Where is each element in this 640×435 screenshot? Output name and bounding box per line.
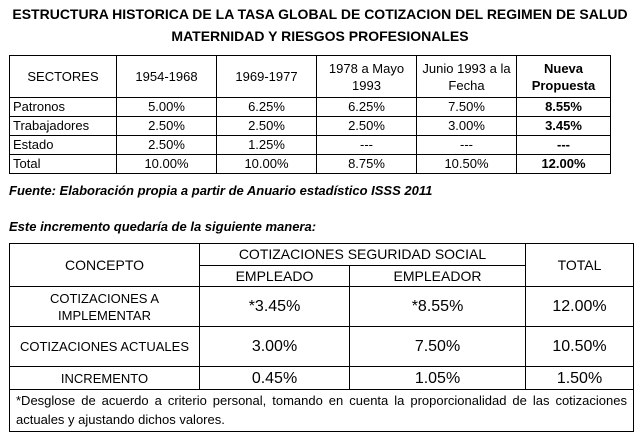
intro-text: Este incremento quedaría de la siguiente manera:	[9, 219, 317, 234]
cell: 2.50%	[217, 117, 317, 136]
cell: 3.00%	[200, 327, 350, 367]
cell-total: 12.00%	[526, 287, 634, 327]
row-label: Estado	[10, 136, 117, 155]
note-row	[10, 390, 634, 432]
table-row	[10, 136, 611, 155]
cell: 7.50%	[417, 98, 517, 117]
title-line-1: ESTRUCTURA HISTORICA DE LA TASA GLOBAL DE COTIZACION DEL REGIMEN DE SALUD	[12, 6, 628, 22]
row-label: COTIZACIONES ACTUALES	[10, 327, 200, 367]
cell-proposal: 8.55%	[517, 98, 611, 117]
table-header-row	[10, 56, 611, 98]
header-empleador: EMPLEADOR	[350, 266, 526, 287]
table-row	[10, 287, 634, 327]
cell: 8.75%	[317, 155, 417, 174]
header-1978-1993: 1978 a Mayo 1993	[317, 56, 417, 98]
row-label: Total	[10, 155, 117, 174]
cell-proposal: ---	[517, 136, 611, 155]
table-row	[10, 155, 611, 174]
row-label: INCREMENTO	[10, 367, 200, 390]
row-label: Trabajadores	[10, 117, 117, 136]
contribution-breakdown-table	[9, 243, 634, 432]
cell: 2.50%	[117, 136, 217, 155]
table-row	[10, 327, 634, 367]
header-empleado: EMPLEADO	[200, 266, 350, 287]
cell: 6.25%	[317, 98, 417, 117]
cell: ---	[417, 136, 517, 155]
row-label: COTIZACIONES A IMPLEMENTAR	[10, 287, 200, 327]
cell: ---	[317, 136, 417, 155]
cell-total: 10.50%	[526, 327, 634, 367]
cell: 1.05%	[350, 367, 526, 390]
cell: *3.45%	[200, 287, 350, 327]
header-nueva-propuesta: Nueva Propuesta	[517, 56, 611, 98]
cell: 5.00%	[117, 98, 217, 117]
cell: 0.45%	[200, 367, 350, 390]
source-note: Fuente: Elaboración propia a partir de Anuario estadístico ISSS 2011	[9, 183, 433, 198]
cell: 2.50%	[317, 117, 417, 136]
cell: 10.00%	[217, 155, 317, 174]
header-1993-fecha: Junio 1993 a la Fecha	[417, 56, 517, 98]
header-total: TOTAL	[526, 244, 634, 287]
row-label: Patronos	[10, 98, 117, 117]
table-row	[10, 117, 611, 136]
cell-proposal: 12.00%	[517, 155, 611, 174]
cell: 10.00%	[117, 155, 217, 174]
header-1954-1968: 1954-1968	[117, 56, 217, 98]
header-sectores: SECTORES	[10, 56, 117, 98]
cell: 1.25%	[217, 136, 317, 155]
cell: 2.50%	[117, 117, 217, 136]
cell: 7.50%	[350, 327, 526, 367]
cell: 3.00%	[417, 117, 517, 136]
historical-rates-table	[9, 55, 611, 174]
table-header-row	[10, 244, 634, 266]
cell: 6.25%	[217, 98, 317, 117]
cell-total: 1.50%	[526, 367, 634, 390]
table-row	[10, 367, 634, 390]
footnote: *Desglose de acuerdo a criterio personal, tomando en cuenta la proporcionalidad de las cotizaciones actuales y ajustando dichos valores.	[10, 390, 634, 432]
cell-proposal: 3.45%	[517, 117, 611, 136]
header-concepto: CONCEPTO	[10, 244, 200, 287]
header-1969-1977: 1969-1977	[217, 56, 317, 98]
cell: 10.50%	[417, 155, 517, 174]
header-cotizaciones: COTIZACIONES SEGURIDAD SOCIAL	[200, 244, 526, 266]
cell: *8.55%	[350, 287, 526, 327]
title-line-2: MATERNIDAD Y RIESGOS PROFESIONALES	[171, 28, 469, 44]
table-row	[10, 98, 611, 117]
